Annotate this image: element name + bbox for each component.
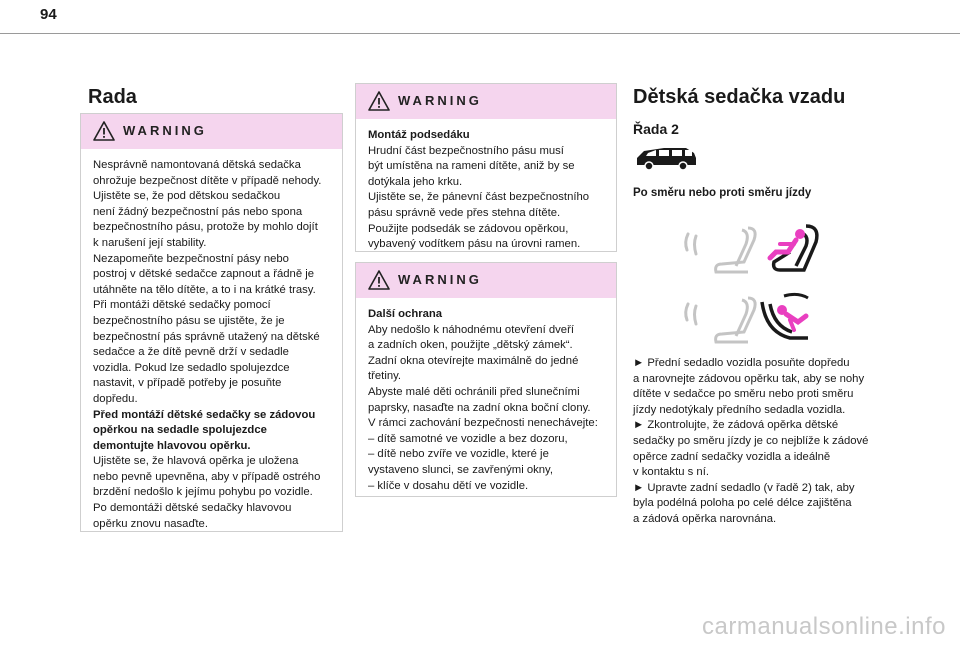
text-line: utáhněte na tělo dítěte, a to i na krátké trasy. [93,283,316,296]
text-line: Ujistěte se, že pod dětskou sedačkou [93,190,281,203]
text-line: Hrudní část bezpečnostního pásu musí [368,144,564,157]
text-line: opěrku znovu nasaďte. [93,517,208,530]
text-line: Ujistěte se, že pánevní část bezpečnostního [368,191,590,204]
warning-text [81,149,342,540]
text-line: Abyste malé děti ochránili před slunečními [368,385,580,398]
text-line: sedačce a že dítě pevně drží v sedadle [93,346,289,359]
instruction-line: ► Zkontrolujte, že zádová opěrka dětské [633,419,839,432]
instruction-line: ► Přední sedadlo vozidla posuňte dopředu [633,357,850,369]
text-line: dotýkala jeho krku. [368,175,463,188]
text-line: paprsky, nasaďte na zadní okna boční clony. [368,401,591,414]
instruction-line: dítěte v sedačce po směru nebo proti směru [633,388,854,401]
text-line: vystaveno slunci, se zavřenými okny, [368,463,554,476]
bold-text-line: Před montáží dětské sedačky se zádovou [93,408,316,421]
text-line: brzdění nedošlo k jejímu pohybu po vozidle. [93,486,313,499]
warning-triangle-icon [368,91,390,111]
text-line: bezpečnostního pásu, protože by mohlo dojít [93,221,318,234]
instruction-line: opěrce zadní sedačky vozidla a ideálně [633,450,831,463]
warning-box-2 [355,83,617,252]
instruction-line: ► Upravte zadní sedadlo (v řadě 2) tak, aby [633,481,855,494]
warning-label: WARNING [123,123,207,138]
text-line: není žádný bezpečnostní pás nebo spona [93,205,303,218]
section-title-rada: Rada [88,86,137,108]
text-line: pásu správně vede přes stehna dítěte. [368,206,561,219]
text-line: být umístěna na rameni dítěte, aniž by se [368,160,575,173]
text-line: postroj v dětské sedačce zapnout a řádně je [93,268,315,281]
text-line: Ujistěte se, že hlavová opěrka je uložena [93,455,299,468]
text-line: Při montáži dětské sedačky pomocí [93,299,271,312]
text-line: k narušení její stability. [93,236,207,249]
text-line: vozidla. Pokud lze sedadlo spolujezdce [93,361,290,374]
text-line: – klíče v dosahu dětí ve vozidle. [368,479,529,492]
text-line: Nesprávně namontovaná dětská sedačka [93,159,301,171]
warning-text [356,298,616,502]
text-line: Zadní okna otevírejte maximálně do jedné [368,354,579,367]
row-label: Řada 2 [633,121,679,137]
warning-header [356,263,616,298]
rear-facing-child-seat-illustration [678,292,828,350]
warning-header [81,114,342,149]
instruction-line: a zádová opěrka narovnána. [633,512,777,525]
warning-heading: Montáž podsedáku [368,129,470,141]
warning-label: WARNING [398,93,482,108]
page-number: 94 [40,6,57,23]
direction-label: Po směru nebo proti směru jízdy [633,187,812,199]
text-line: nebo pevně upevněna, aby v případě ostrého [93,470,321,483]
bold-text-line: opěrkou na sedadle spolujezdce [93,424,267,437]
text-line: nastavit, v případě potřeby je posuňte [93,377,282,390]
text-line: a zadních oken, použijte „dětský zámek“. [368,339,573,352]
text-line: Aby nedošlo k náhodnému otevření dveří [368,323,574,336]
text-line: ohrožuje bezpečnost dítěte v případě nehody. [93,174,322,187]
section-title-rear-seat: Dětská sedačka vzadu [633,86,846,108]
bold-text-line: demontujte hlavovou opěrku. [93,439,251,452]
instructions-text [633,356,893,528]
text-line: – dítě nebo zvíře ve vozidle, které je [368,448,549,461]
warning-header [356,84,616,119]
warning-triangle-icon [93,121,115,141]
warning-box-3 [355,262,617,497]
text-line: bezpečnostního pásu se ujistěte, že je [93,314,285,327]
watermark: carmanualsonline.info [702,613,946,640]
text-line: Po demontáži dětské sedačky hlavovou [93,502,292,515]
warning-text [356,119,616,261]
instruction-line: a narovnejte zádovou opěrku tak, aby se nohy [633,372,865,385]
instruction-line: jízdy nedotýkaly předního sedadla vozidla. [633,403,846,416]
text-line: Použijte podsedák se zádovou opěrkou, [368,222,569,235]
instruction-line: sedačky po směru jízdy je co nejblíže k zádové [633,434,869,447]
text-line: V rámci zachování bezpečnosti nenechávejte: [368,417,598,430]
car-van-icon [634,144,698,172]
text-line: třetiny. [368,370,402,383]
instruction-line: v kontaktu s ní. [633,466,709,479]
text-line: bezpečnostní pás správně utažený na dětské [93,330,320,343]
instruction-line: byla podélná poloha po celé délce zajištěna [633,497,852,510]
header-divider [0,33,960,34]
forward-facing-child-seat-illustration [678,222,828,280]
warning-heading: Další ochrana [368,308,443,320]
warning-box-1 [80,113,343,532]
text-line: – dítě samotné ve vozidle a bez dozoru, [368,432,568,445]
text-line: Nezapomeňte bezpečnostní pásy nebo [93,252,289,265]
text-line: vybavený vodítkem pásu na úrovni ramen. [368,238,581,251]
warning-triangle-icon [368,270,390,290]
warning-label: WARNING [398,272,482,287]
text-line: dopředu. [93,392,138,405]
